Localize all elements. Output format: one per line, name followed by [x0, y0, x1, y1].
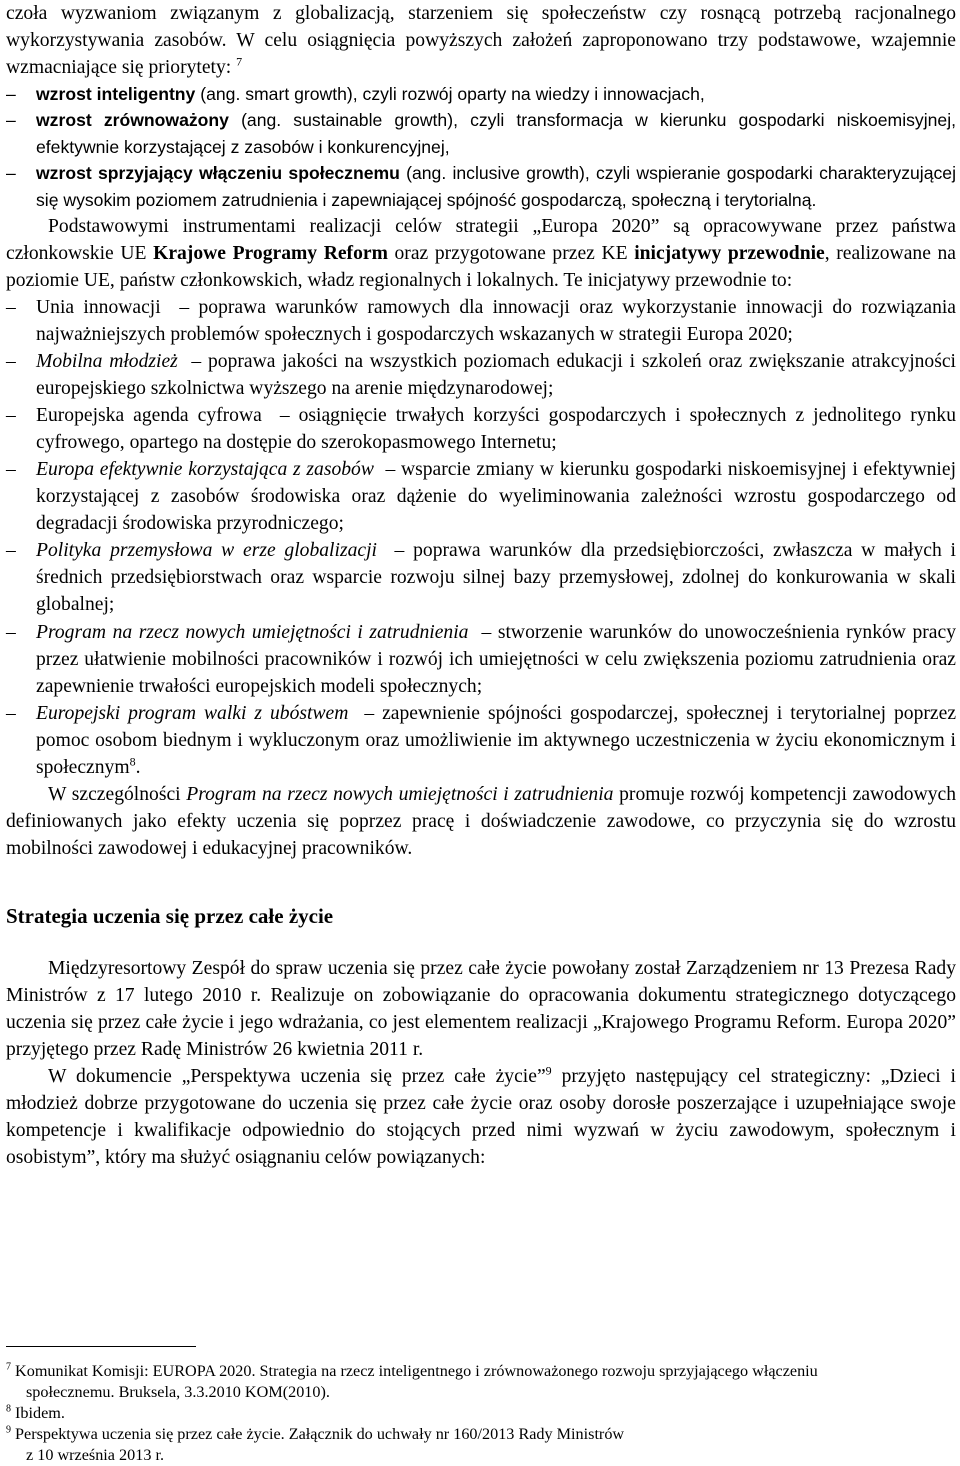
- initiative-dash: –: [191, 351, 202, 373]
- initiative-name: Program na rzecz nowych umiejętności i zatrudnienia: [36, 621, 469, 643]
- team-paragraph: Międzyresortowy Zespół do spraw uczenia się przez całe życie powołany został Zarządzeniem nr 13 Prezesa Rady Ministrów z 17 lutego 2010 r. Realizuje on zobowiązanie do opracowania dokumentu strategicznego dotyczącego uczenia się przez całe życie i jego wdrażania, co jest elementem realizacji „Krajowego Programu Reform. Europa 2020” przyjętego przez Radę Ministrów 26 kwietnia 2011 r.: [6, 957, 956, 1060]
- initiative-separator: [348, 703, 364, 724]
- initiative-dash: –: [364, 702, 375, 724]
- initiative-dash: –: [279, 405, 290, 427]
- italic-term: Program na rzecz nowych umiejętności i zatrudnienia: [186, 783, 614, 805]
- priorities-list: [6, 81, 956, 213]
- initiative-separator: [377, 540, 395, 561]
- initiative-name: Unia innowacji: [36, 297, 161, 319]
- list-item: [6, 456, 956, 537]
- initiative-name: Europejski program walki z ubóstwem: [36, 702, 349, 724]
- initiative-desc: poprawa jakości na wszystkich poziomach edukacji i szkoleń oraz zwiększanie atrakcyjności europejskiego szkolnictwa wyższego na arenie międzynarodowej;: [36, 351, 956, 400]
- dash-bullet: –: [6, 405, 16, 427]
- footnote-ref-9: 9: [545, 1063, 552, 1078]
- priority-name: wzrost sprzyjający włączeniu społecznemu: [36, 163, 400, 184]
- priority-name: wzrost zrównoważony: [36, 110, 229, 131]
- initiative-dash: –: [385, 459, 396, 481]
- paragraph-text: , realizowane na poziomie UE, państw członkowskich, władz regionalnych i lokalnych. Te inicjatywy przewodnie to:: [6, 243, 956, 292]
- initiative-dash: –: [179, 297, 190, 319]
- document-page: [6, 0, 956, 1171]
- initiative-desc: zapewnienie spójności gospodarczej, społecznej i terytorialnej poprzez pomoc osobom biednym i wykluczonym oraz umożliwienie im aktywnego uczestniczenia w życiu ekonomicznym i społecznym: [36, 702, 957, 778]
- dash-bullet: –: [6, 540, 16, 562]
- initiative-separator: [468, 622, 481, 643]
- paragraph-text: Podstawowymi instrumentami realizacji celów strategii „Europa 2020” są opracowywane przez państwa członkowskie UE: [6, 216, 956, 265]
- dash-bullet: –: [6, 351, 16, 373]
- paragraph-text: przyjęto następujący cel strategiczny: „Dzieci i młodzież dobrze przygotowane do uczenia się przez całe życie oraz osoby dorosłe poszerzające i uzupełniające swoje kompetencje i kwalifikacje odpowiednio do stojących przed nimi wyzwań w życiu zawodowym, społecznym i osobistym”, który ma służyć osiągnaniu celów powiązanych:: [6, 1065, 957, 1168]
- footnote-text: Komunikat Komisji: EUROPA 2020. Strategia na rzecz inteligentnego i zrównoważonego rozwoju sprzyjającego włączeniu: [11, 1362, 818, 1380]
- initiative-desc: osiągnięcie trwałych korzyści gospodarczych i społecznych z jednolitego rynku cyfrowego, opartego na dostępie do szerokopasmowego Internetu;: [36, 405, 957, 454]
- initiative-name: Europejska agenda cyfrowa: [36, 405, 262, 427]
- footnote-ref-7: 7: [236, 54, 243, 69]
- section-heading: Strategia uczenia się przez całe życie: [6, 903, 334, 928]
- bold-term: inicjatywy przewodnie: [634, 243, 825, 265]
- footnote-text: Ibidem.: [11, 1404, 65, 1423]
- initiative-separator: [262, 405, 280, 426]
- initiative-separator: [374, 459, 386, 480]
- dash-bullet: –: [6, 84, 16, 105]
- initiative-dash: –: [481, 621, 492, 643]
- skills-paragraph: [6, 781, 956, 862]
- footnote-text-cont: z 10 września 2013 r.: [26, 1446, 165, 1465]
- dash-bullet: –: [6, 459, 16, 481]
- initiative-separator: [178, 351, 192, 372]
- paragraph-text: W dokumencie „Perspektywa uczenia się przez całe życie”: [48, 1065, 546, 1087]
- paragraph-text: W szczególności: [48, 783, 187, 805]
- paragraph-text: promuje rozwój kompetencji zawodowych definiowanych jako efekty uczenia się poprzez pracę i doświadczenie zawodowe, co przyczynia się do wzrostu mobilności zawodowej i edukacyjnej pracowników.: [6, 783, 957, 859]
- dash-bullet: –: [6, 297, 16, 319]
- footnote-text-cont: społecznemu. Bruksela, 3.3.2010 KOM(2010).: [26, 1383, 330, 1402]
- strategy-paragraph: [6, 1063, 956, 1171]
- list-item: [6, 537, 956, 618]
- list-item: [6, 619, 956, 700]
- initiative-desc: wsparcie zmiany w kierunku gospodarki niskoemisyjnej i efektywniej korzystającej z zasobów środowiska oraz dążenie do wyeliminowania zależności wzrostu gospodarczego od degradacji środowiska przyrodniczego;: [36, 459, 957, 535]
- priority-name: wzrost inteligentny: [36, 84, 196, 105]
- paragraph-text: oraz przygotowane przez KE: [387, 243, 635, 265]
- initiative-desc: stworzenie warunków do unowocześnienia rynków pracy przez ułatwienie mobilności pracowników i rozwój ich umiejętności w celu zwiększenia poziomu zatrudnienia oraz zapewnienie trwałości europejskich modeli społecznych;: [36, 621, 956, 697]
- dash-bullet: –: [6, 110, 16, 131]
- intro-text: czoła wyzwaniom związanym z globalizacją, starzeniem się społeczeństw czy rosnącą potrzebą racjonalnego wykorzystywania zasobów. W celu osiągnięcia powyższych założeń zaproponowano trzy podstawowe, wzajemnie wzmacniające się priorytety:: [6, 3, 956, 79]
- footnote-9: [6, 1424, 956, 1466]
- list-item: [6, 294, 956, 348]
- intro-paragraph: [6, 0, 956, 81]
- footnote-number: 7: [6, 1361, 11, 1373]
- initiative-name: Polityka przemysłowa w erze globalizacji: [36, 540, 377, 562]
- footnote-ref-8: 8: [129, 754, 136, 769]
- footnotes: [6, 1346, 956, 1466]
- instruments-paragraph: [6, 213, 956, 294]
- initiatives-list: [6, 294, 956, 781]
- priority-desc: (ang. inclusive growth), czyli wspieranie gospodarki charakteryzującej się wysokim poziomem zatrudnienia i zapewniającej spójność gospodarczą, społeczną i terytorialną.: [36, 163, 956, 210]
- dash-bullet: –: [6, 163, 16, 184]
- priority-desc: (ang. smart growth), czyli rozwój oparty na wiedzy i innowacjach,: [195, 84, 705, 105]
- footnote-7: [6, 1361, 956, 1403]
- list-item: [6, 107, 956, 160]
- initiative-desc: poprawa warunków ramowych dla innowacji oraz wykorzystanie innowacji do rozwiązania najważniejszych problemów społecznych i gospodarczych wskazanych w strategii Europa 2020;: [36, 297, 957, 346]
- list-item: [6, 700, 956, 781]
- bold-term: Krajowe Programy Reform: [153, 243, 388, 265]
- dash-bullet: –: [6, 702, 16, 724]
- footnote-number: 8: [6, 1403, 11, 1415]
- list-item: [6, 348, 956, 402]
- initiative-name: Europa efektywnie korzystająca z zasobów: [36, 459, 374, 481]
- list-item: [6, 160, 956, 213]
- initiative-tail: .: [135, 756, 141, 778]
- initiative-desc: poprawa warunków dla przedsiębiorczości, zwłaszcza w małych i średnich przedsiębiorstwach oraz wsparcie rozwoju silnej bazy przemysłowej, zdolnej do konkurowania w skali globalnej;: [36, 540, 957, 616]
- footnote-8: [6, 1403, 956, 1424]
- initiative-separator: [161, 297, 180, 318]
- priority-desc: (ang. sustainable growth), czyli transformacja w kierunku gospodarki niskoemisyjnej, efektywnie korzystającej z zasobów i konkurencyjnej,: [36, 110, 956, 157]
- footnote-text: Perspektywa uczenia się przez całe życie. Załącznik do uchwały nr 160/2013 Rady Ministrów: [11, 1425, 625, 1444]
- dash-bullet: –: [6, 621, 16, 643]
- list-item: [6, 81, 956, 107]
- initiative-dash: –: [394, 540, 405, 562]
- footnote-number: 9: [6, 1424, 11, 1436]
- list-item: [6, 402, 956, 456]
- initiative-name: Mobilna młodzież: [36, 351, 178, 373]
- footnote-divider: [6, 1346, 196, 1347]
